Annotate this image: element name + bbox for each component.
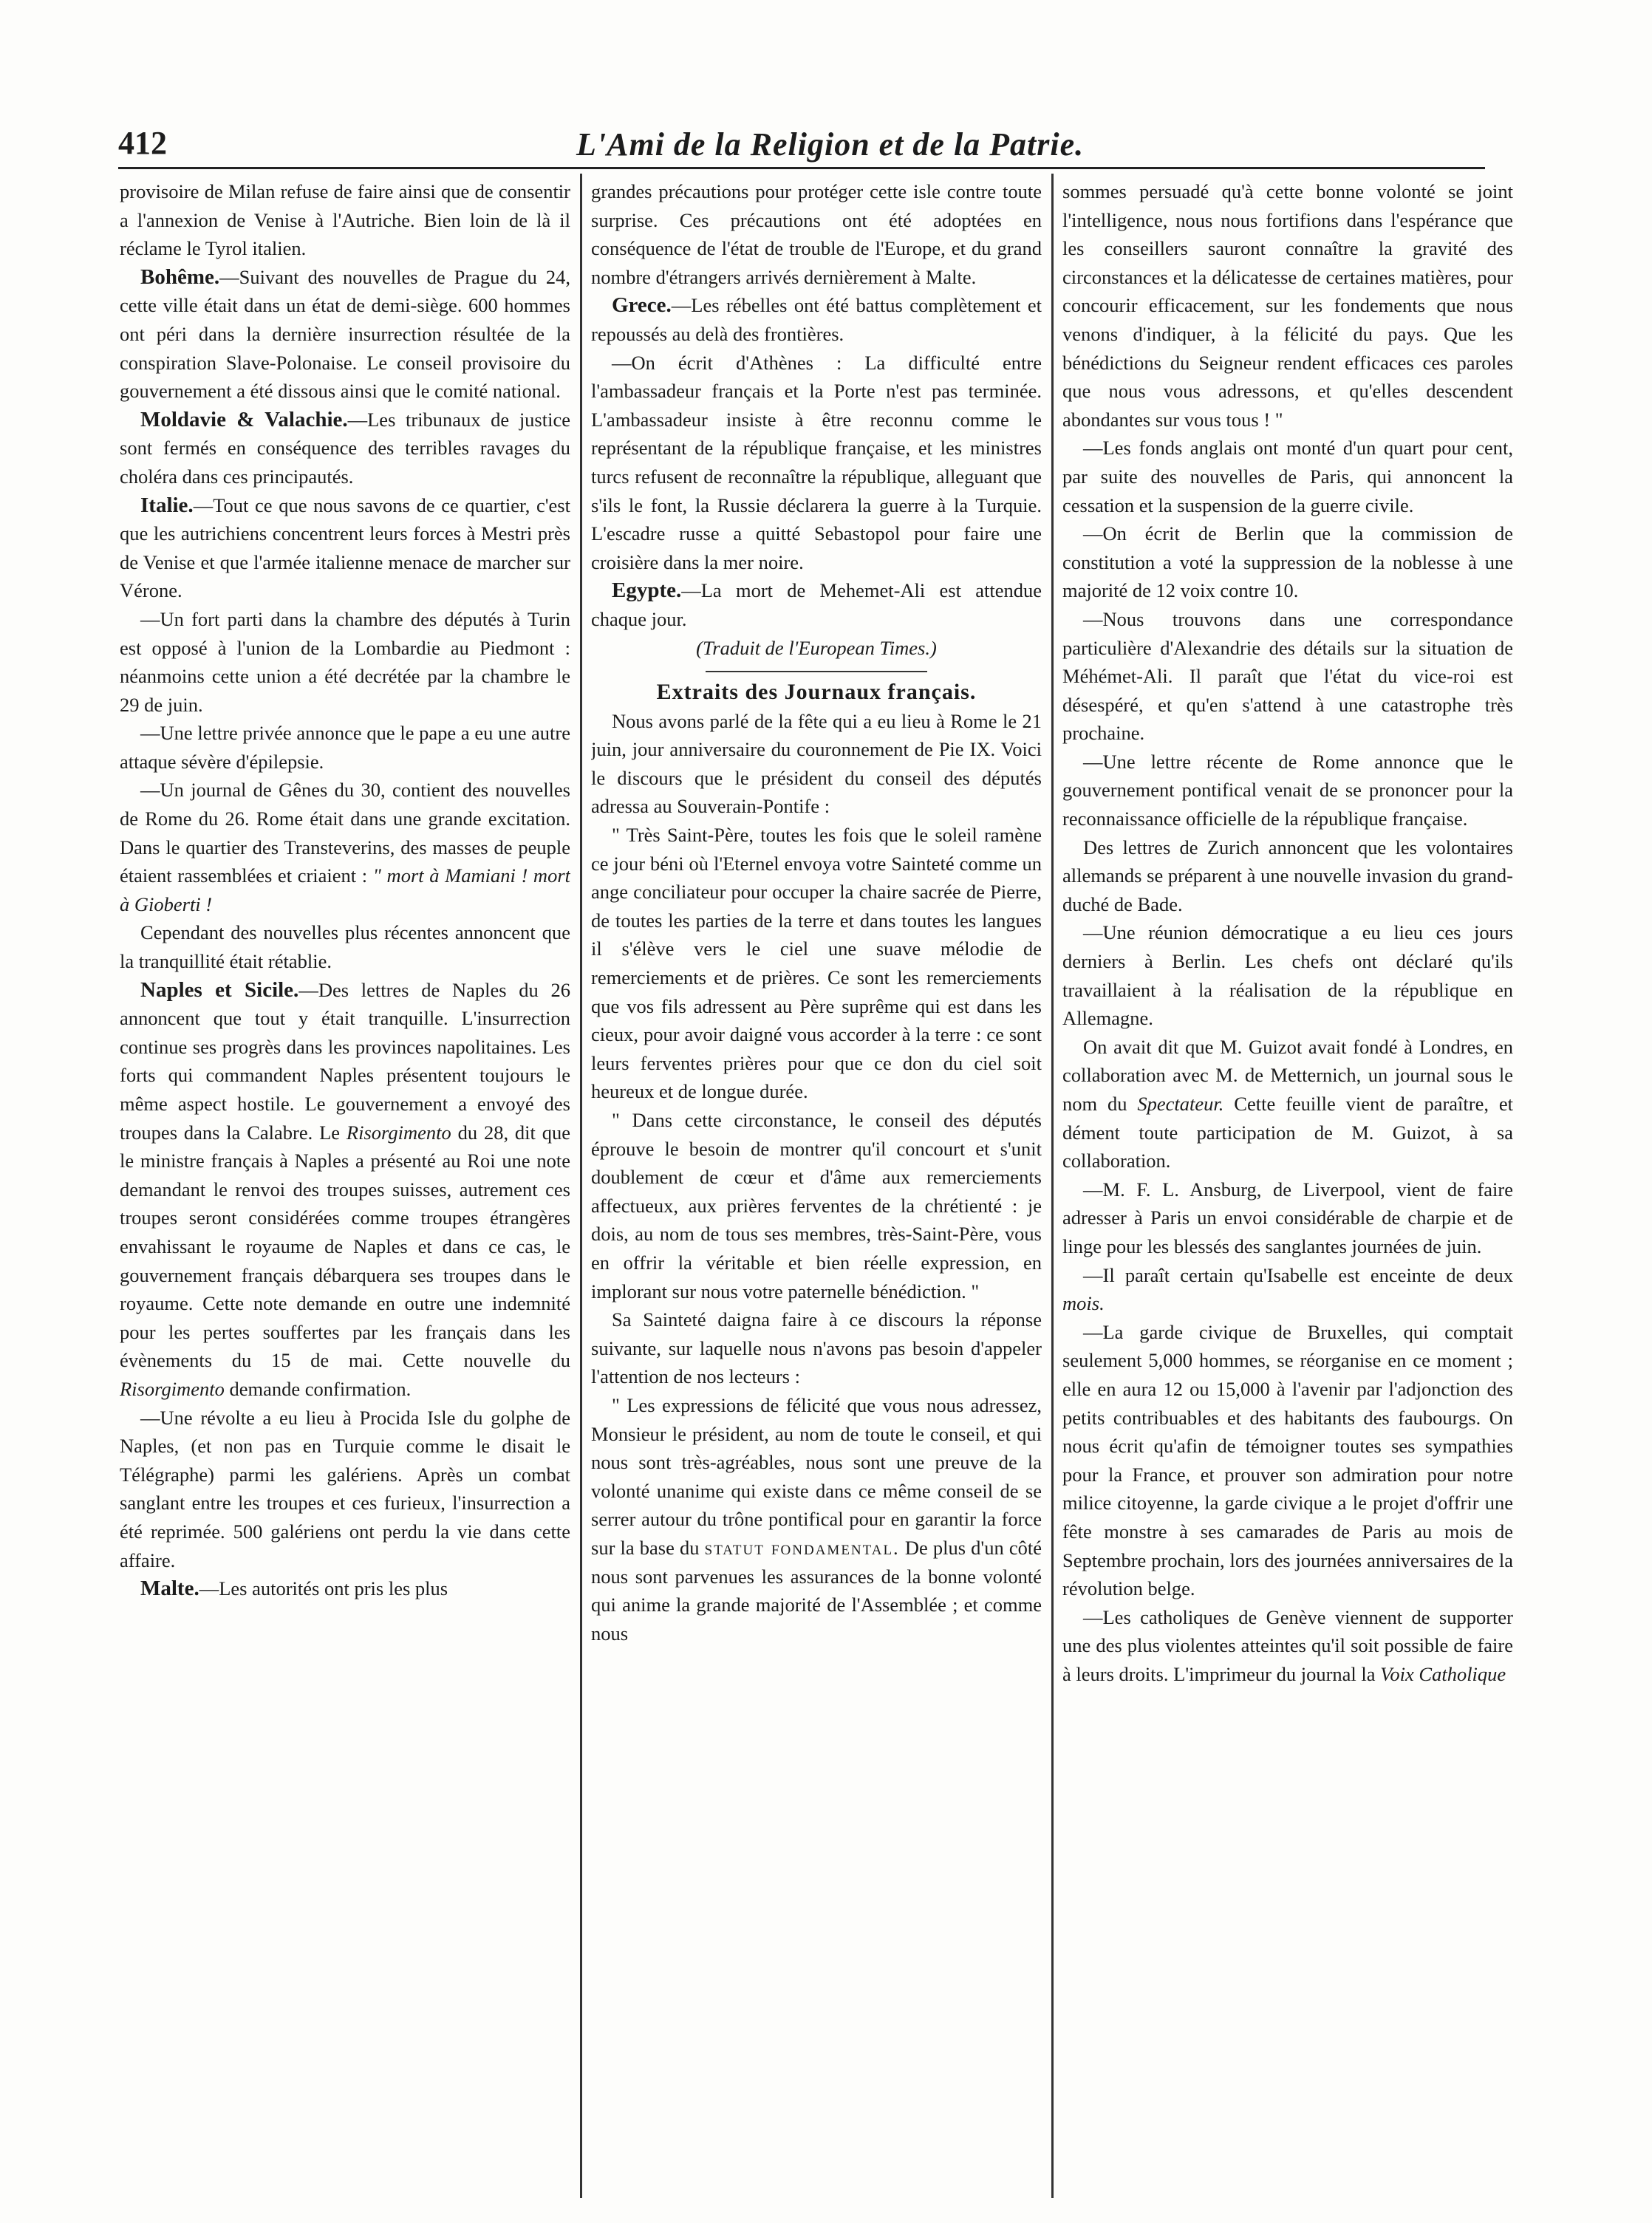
text: —Les tribunaux de justice sont fermés en conséquence des terribles ravages du choléra dans ces principautés. — [120, 408, 570, 488]
paragraph: —Nous trouvons dans une correspondance particulière d'Alexandrie des détails sur la situation de Méhémet-Ali. Il paraît que l'état du vice-roi est désespéré, et qu'en s'attend à une catastrophe très prochaine. — [1062, 607, 1513, 745]
article-naples — [120, 976, 570, 1404]
section-rule — [706, 671, 927, 672]
article-egypte — [591, 576, 1042, 633]
text: —Il paraît certain qu'Isabelle est enceinte de deux — [1083, 1263, 1513, 1286]
article-grece — [591, 291, 1042, 348]
text: —Les autorités ont pris les plus — [199, 1577, 448, 1600]
paragraph: " Très Saint-Père, toutes les fois que le soleil ramène ce jour béni où l'Eternel envoya votre Sainteté comme un ange conciliateur pour occuper la chaire sacrée de Pierre, de toutes les parties de la terre et dans toutes les langues il s'élève vers le ciel une suave mélodie de remerciements et de prières. Ce sont les remerciements que vos fils adressent au Père suprême qui est dans les cieux, pour avoir daigné vous accorder à la terre : ce sont leurs ferventes prières pour que ce don du ciel soit heureux et de longue durée. — [591, 824, 1042, 1103]
text: —Tout ce que nous savons de ce quartier, c'est que les autrichiens concentrent leurs forces à Mestri près de Venise et que l'armée italienne menace de marcher sur Vérone. — [120, 494, 570, 602]
text: On avait dit que M. Guizot avait fondé à Londres, en collaboration avec M. de Metternich, un journal sous le nom du — [1062, 1035, 1513, 1115]
heading-italie: Italie. — [140, 493, 194, 517]
article-bohem — [120, 263, 570, 406]
paragraph: grandes précautions pour protéger cette isle contre toute surprise. Ces précautions ont été adoptées en conséquence de l'état de trouble de l'Europe, et du grand nombre d'étrangers arrivés dernièrement à Malte. — [591, 180, 1042, 288]
text: —La mort de Mehemet-Ali est attendue chaque jour. — [591, 579, 1042, 630]
italic-text: Spectateur. — [1137, 1093, 1224, 1115]
paragraph: Nous avons parlé de la fête qui a eu lieu à Rome le 21 juin, jour anniversaire du couronnement de Pie IX. Voici le discours que le président du conseil des députés adressa au Souverain-Pontife : — [591, 709, 1042, 818]
paragraph: —Les fonds anglais ont monté d'un quart pour cent, par suite des nouvelles de Paris, qui annoncent la cessation et la suspension de la guerre civile. — [1062, 437, 1513, 516]
page-header — [118, 124, 1485, 168]
paragraph: —Une révolte a eu lieu à Procida Isle du golphe de Naples, (et non pas en Turquie comme le disait le Télégraphe) parmi les galériens. Après un combat sanglant entre les troupes et ces furieux, l'insurrection a été reprimée. 500 galériens ont perdu la vie dans cette affaire. — [120, 1406, 570, 1571]
newspaper-title: L'Ami de la Religion et de la Patrie. — [576, 126, 1085, 163]
text: —Des lettres de Naples du 26 annoncent que tout y était tranquille. L'insurrection continue ses progrès dans les provinces napolitaines. Les forts qui commandent Naples présentent toujours le même aspect hostile. Le gouvernement a envoyé des troupes dans la Calabre. Le — [120, 978, 570, 1144]
column-divider-2 — [1051, 174, 1054, 2198]
heading-moldavie: Moldavie & Valachie. — [140, 407, 348, 431]
paragraph: —Une lettre privée annonce que le pape a eu une autre attaque sévère d'épilepsie. — [120, 722, 570, 773]
paragraph: —On écrit d'Athènes : La difficulté entre l'ambassadeur français et la Porte n'est pas terminée. L'ambassadeur insiste à être reconnu comme le représentant de la république française, et les ministres turcs refusent de reconnaître la république, alleguant que s'ils le font, la Russie déclarera la guerre à la Turquie. L'escadre russe a quitté Sebastopol pour faire une croisière dans la mer noire. — [591, 351, 1042, 573]
text: De plus d'un côté nous sont parvenues les assurances de la bonne volonté qui anime la grande majorité de l'Assemblée ; et comme nous — [591, 1536, 1042, 1645]
text: du 28, dit que le ministre français à Naples a présenté au Roi une note demandant le renvoi des troupes suisses, autrement ces troupes seront considérées comme troupes étrangères envahissant le royaume de Naples et dans ce cas, le gouvernement français débarquera ses troupes dans le royaume. Cette note demande en outre une indemnité pour les pertes souffertes par les français dans les évènements du 15 de mai. Cette nouvelle du — [120, 1121, 570, 1372]
italic-text: " mort à Mamiani ! mort à Gioberti ! — [120, 864, 570, 915]
article-italie — [120, 491, 570, 605]
paragraph: —La garde civique de Bruxelles, qui comptait seulement 5,000 hommes, se réorganise en ce moment ; elle en aura 12 ou 15,000 à l'avenir par l'adjonction des petits contribuables et des habitants des faubourgs. On nous écrit qu'afin de témoigner toutes ses sympathies pour la France, et prouver son admiration pour notre milice citoyenne, la garde civique a le projet d'offrir une fête monstre à ses camarades de Paris au mois de Septembre prochain, lors des journées anniversaires de la révolution belge. — [1062, 1320, 1513, 1600]
text: Cette feuille vient de paraître, et dément toute participation de M. Guizot, à sa collaboration. — [1062, 1093, 1513, 1172]
paragraph: Cependant des nouvelles plus récentes annoncent que la tranquillité était rétablie. — [120, 921, 570, 973]
column-divider-1 — [580, 174, 582, 2198]
article-malte — [120, 1574, 570, 1603]
paragraph: provisoire de Milan refuse de faire ainsi que de consentir a l'annexion de Venise à l'Autriche. Bien loin de là il réclame le Tyrol italien. — [120, 180, 570, 260]
text: demande confirmation. — [224, 1377, 412, 1400]
paragraph: —Une lettre récente de Rome annonce que le gouvernement pontifical venait de se prononcer pour la reconnaissance officielle de la république française. — [1062, 750, 1513, 830]
small-caps-text: statut fondamental. — [704, 1536, 900, 1559]
italic-text: Voix Catholique — [1380, 1662, 1506, 1685]
heading-malte: Malte. — [140, 1577, 199, 1601]
text: —Les catholiques de Genève viennent de supporter une des plus violentes atteintes qu'il soit possible de faire à leurs droits. L'imprimeur du journal la — [1062, 1605, 1513, 1685]
text: —Suivant des nouvelles de Prague du 24, cette ville était dans un état de demi-siège. 600 hommes ont péri dans la dernière insurrection résultée de la conspiration Slave-Polonaise. Le conseil provisoire du gouvernement a été dissous ainsi que le comité national. — [120, 265, 570, 403]
paragraph: " Dans cette circonstance, le conseil des députés éprouve le besoin de montrer qu'il concourt et s'unit doublement de cœur et d'âme aux remerciements affectueux, aux prières ferventes de la chrétienté : je dois, au nom de tous ses membres, très-Saint-Père, vous en offrir la véritable et bien réelle expression, en implorant sur nous votre paternelle bénédiction. " — [591, 1109, 1042, 1302]
header-rule — [118, 167, 1485, 169]
text: " Les expressions de félicité que vous nous adressez, Monsieur le président, au nom de toute le conseil, et qui nous sont très-agréables, nous sont une preuve de la volonté unanime qui existe dans ce même conseil de se serrer autour du trône pontifical pour en garantir la force sur la base du — [591, 1393, 1042, 1559]
column-1 — [120, 177, 570, 2194]
section-title: Extraits des Journaux français. — [656, 680, 977, 705]
paragraph — [120, 776, 570, 918]
paragraph: —Une réunion démocratique a eu lieu ces jours derniers à Berlin. Les chefs ont déclaré qu'ils travaillaient à la réalisation de la république en Allemagne. — [1062, 921, 1513, 1030]
article-moldavie — [120, 406, 570, 491]
heading-naples: Naples et Sicile. — [140, 977, 299, 1002]
paragraph — [1062, 1033, 1513, 1175]
paragraph: Sa Sainteté daigna faire à ce discours la réponse suivante, sur laquelle nous n'avons pas besoin d'appeler l'attention de nos lecteurs : — [591, 1308, 1042, 1388]
text: —Les rébelles ont été battus complètement et repoussés au delà des frontières. — [591, 294, 1042, 345]
column-3 — [1062, 177, 1513, 2194]
paragraph — [1062, 1603, 1513, 1689]
paragraph: —M. F. L. Ansburg, de Liverpool, vient de faire adresser à Paris un envoi considérable de charpie et de linge pour les blessés des sanglantes journées de juin. — [1062, 1178, 1513, 1257]
italic-text: Risorgimento — [346, 1121, 451, 1144]
heading-egypte: Egypte. — [612, 578, 682, 603]
paragraph — [1062, 1261, 1513, 1318]
paragraph — [591, 1391, 1042, 1647]
paragraph: —On écrit de Berlin que la commission de constitution a voté la suppression de la noblesse à une majorité de 12 voix contre 10. — [1062, 522, 1513, 602]
heading-grece: Grece. — [612, 293, 672, 318]
column-2 — [591, 177, 1042, 2194]
paragraph: sommes persuadé qu'à cette bonne volonté se joint l'intelligence, nous nous fortifions dans l'espérance que les conseillers sauront connaître la gravité des circonstances et la délicatesse de certaines matières, pour concourir efficacement, sur les fondements que nous venons d'indiquer, à la félicité du pays. Que les bénédictions du Seigneur rendent efficaces ces paroles que nous vous adressons, et qu'elles descendent abondantes sur vous tous ! " — [1062, 180, 1513, 431]
heading-bohem: Bohême. — [140, 264, 220, 289]
page-number: 412 — [118, 125, 167, 161]
source-credit: (Traduit de l'European Times.) — [696, 636, 937, 659]
italic-text: mois. — [1062, 1292, 1105, 1315]
italic-text: Risorgimento — [120, 1377, 225, 1400]
text: —Un journal de Gênes du 30, contient des nouvelles de Rome du 26. Rome était dans une grande excitation. Dans le quartier des Transteverins, des masses de peuple étaient rassemblées et criaient : — [120, 779, 570, 887]
paragraph: Des lettres de Zurich annoncent que les volontaires allemands se préparent à une nouvelle invasion du grand-duché de Bade. — [1062, 836, 1513, 915]
paragraph: —Un fort parti dans la chambre des députés à Turin est opposé à l'union de la Lombardie au Piedmont : néanmoins cette union a été decrétée par la chambre le 29 de juin. — [120, 607, 570, 716]
